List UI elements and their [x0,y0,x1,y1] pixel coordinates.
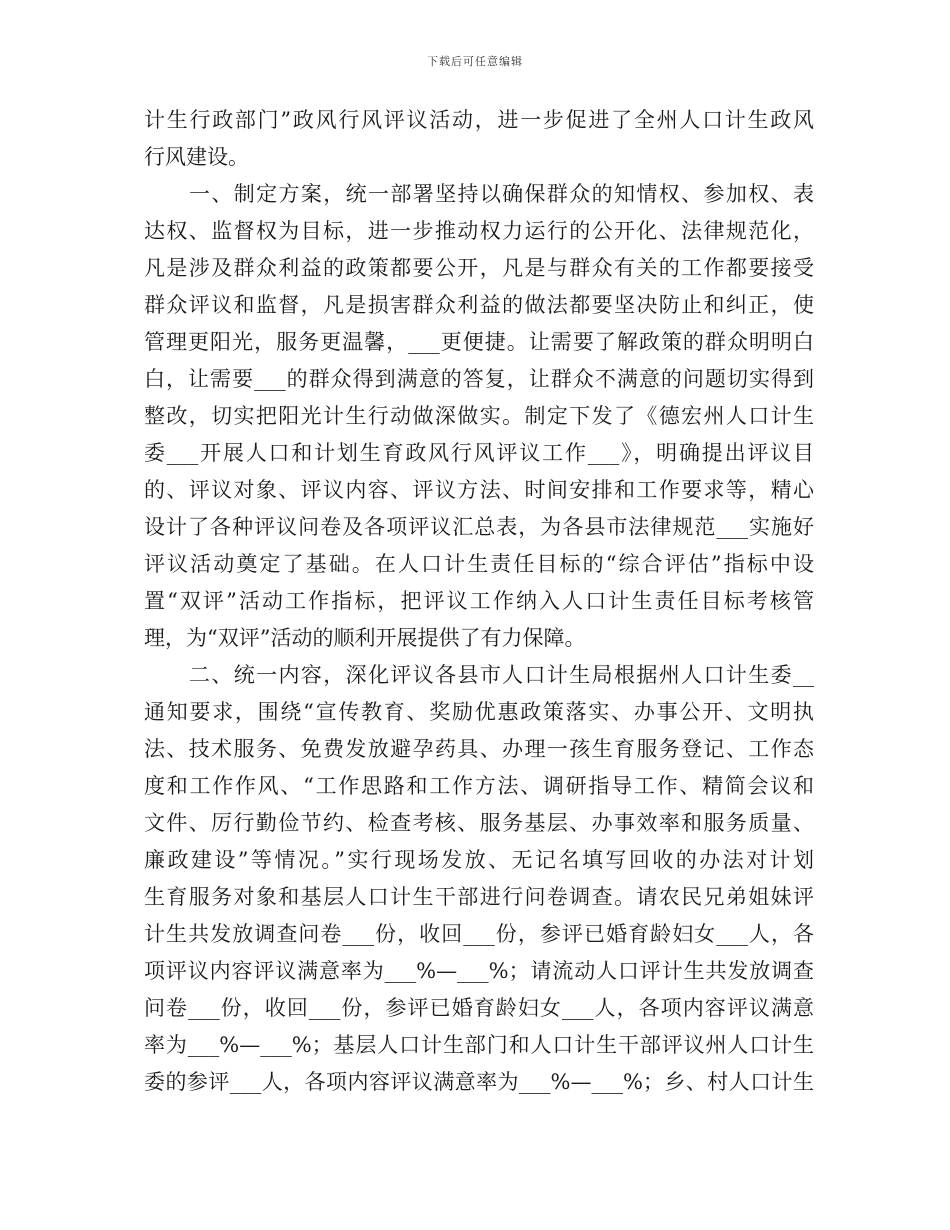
text-line: 的、评议对象、评议内容、评议方法、时间安排和工作要求等，精心 [144,478,814,502]
document-body [144,102,814,1101]
text-line: 设计了各种评议问卷及各项评议汇总表，为各县市法律规范___实施好 [144,515,814,539]
text-line: 白，让需要___的群众得到满意的答复，让群众不满意的问题切实得到 [144,367,814,391]
text-line: 整改，切实把阳光计生行动做深做实。制定下发了《德宏州人口计生 [144,404,814,428]
text-line: 计生行政部门”政风行风评议活动，进一步促进了全州人口计生政风 [144,108,814,132]
text-line: 委的参评___人，各项内容评议满意率为___%—___%；乡、村人口计生 [144,1070,814,1094]
text-line: 评议活动奠定了基础。在人口计生责任目标的“综合评估”指标中设 [144,552,814,576]
text-line: 度和工作作风、“工作思路和工作方法、调研指导工作、精简会议和 [144,774,814,798]
page-header: 下载后可任意编辑 [427,55,523,68]
text-line: 生育服务对象和基层人口计生干部进行问卷调查。请农民兄弟姐妹评 [144,885,814,909]
text-line: 理，为“双评”活动的顺利开展提供了有力保障。 [144,626,586,650]
text-line: 置“双评”活动工作指标，把评议工作纳入人口计生责任目标考核管 [144,589,814,613]
text-line: 计生共发放调查问卷___份，收回___份，参评已婚育龄妇女___人，各 [144,922,814,946]
text-line: 凡是涉及群众利益的政策都要公开，凡是与群众有关的工作都要接受 [144,256,814,280]
text-line: 行风建设。 [144,145,249,169]
text-line: 通知要求，围绕“宣传教育、奖励优惠政策落实、办事公开、文明执 [144,700,814,724]
text-line: 二、统一内容，深化评议各县市人口计生局根据州人口计生委__ [189,663,814,687]
text-line: 问卷___份，收回___份，参评已婚育龄妇女___人，各项内容评议满意 [144,996,814,1020]
text-line: 委___开展人口和计划生育政风行风评议工作___》，明确提出评议目 [144,441,814,465]
text-line: 一、制定方案，统一部署坚持以确保群众的知情权、参加权、表 [189,182,814,206]
text-line: 廉政建设”等情况。”实行现场发放、无记名填写回收的办法对计划 [144,848,814,872]
text-line: 群众评议和监督，凡是损害群众利益的做法都要坚决防止和纠正，使 [144,293,814,317]
text-line: 率为___%—___%；基层人口计生部门和人口计生干部评议州人口计生 [144,1033,814,1057]
text-line: 法、技术服务、免费发放避孕药具、办理一孩生育服务登记、工作态 [144,737,814,761]
text-line: 管理更阳光，服务更温馨，___更便捷。让需要了解政策的群众明明白 [144,330,814,354]
text-line: 项评议内容评议满意率为___%—___%；请流动人口评计生共发放调查 [144,959,814,983]
text-line: 文件、厉行勤俭节约、检查考核、服务基层、办事效率和服务质量、 [144,811,814,835]
text-line: 达权、监督权为目标，进一步推动权力运行的公开化、法律规范化， [144,219,814,243]
